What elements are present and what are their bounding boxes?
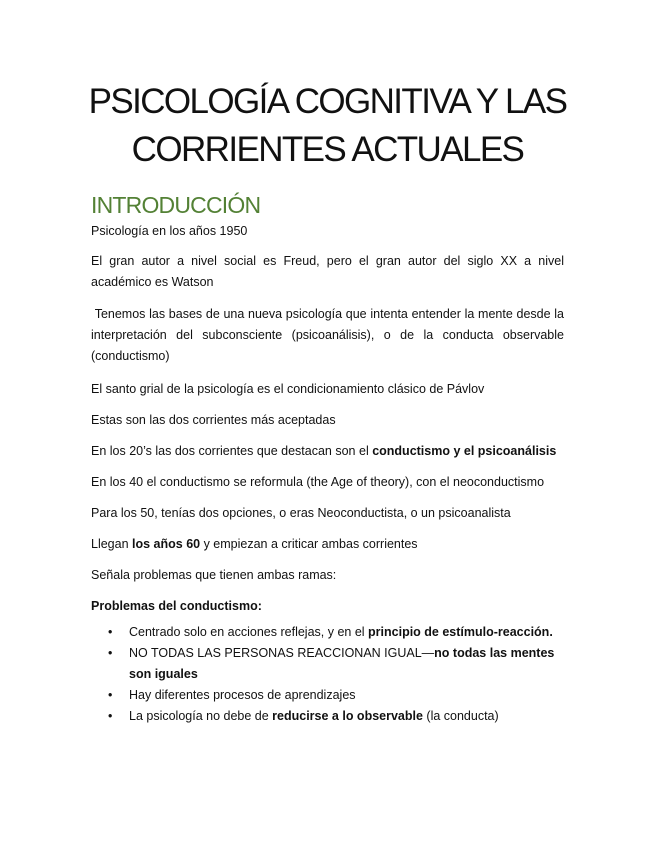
page-title — [20, 78, 635, 174]
subheading-text: Problemas del conductismo: — [91, 599, 262, 613]
list-item — [91, 685, 571, 706]
paragraph-bases: Tenemos las bases de una nueva psicología que intenta entender la mente desde la interpretación del subconsciente (psicoanálisis), o de la conducta observable (conductismo) — [91, 307, 568, 363]
paragraph-problemas: Señala problemas que tienen ambas ramas: — [91, 568, 337, 582]
list-item-post: (la conducta) — [422, 709, 499, 723]
paragraph-anos-60-bold: los años 60 — [132, 537, 201, 551]
paragraph-freud-watson: El gran autor a nivel social es Freud, pero el gran autor del siglo XX a nivel académico es Watson — [91, 254, 564, 289]
list-item — [91, 622, 571, 643]
paragraph-anos-60 — [91, 534, 564, 555]
list-item-bold: reducirse a lo observable — [272, 709, 423, 723]
paragraph-anos-20-bold: conductismo y el psicoanálisis — [372, 444, 557, 458]
bullet-icon: • — [108, 646, 113, 660]
paragraph-1950: Psicología en los años 1950 — [91, 224, 248, 238]
list-item-text: Hay diferentes procesos de aprendizajes — [129, 688, 356, 702]
paragraph-anos-40: En los 40 el conductismo se reformula (the Age of theory), con el neoconductismo — [91, 475, 545, 489]
paragraph-corrientes: Estas son las dos corrientes más aceptadas — [91, 413, 336, 427]
bullet-icon: • — [108, 625, 113, 639]
list-item-bold: no todas las mentes son iguales — [129, 646, 555, 681]
list-item — [91, 643, 571, 685]
paragraph-anos-60-pre: Llegan — [91, 537, 133, 551]
title-line-1: PSICOLOGÍA COGNITIVA Y LAS — [88, 82, 567, 121]
section-heading: INTRODUCCIÓN — [91, 192, 261, 218]
paragraph-anos-60-post: y empiezan a criticar ambas corrientes — [200, 537, 418, 551]
paragraph-anos-20 — [91, 441, 564, 462]
paragraph-anos-50: Para los 50, tenías dos opciones, o eras Neoconductista, o un psicoanalista — [91, 506, 511, 520]
bullet-list — [91, 622, 571, 727]
list-item-bold: principio de estímulo-reacción. — [368, 625, 553, 639]
bullet-icon: • — [108, 688, 113, 702]
list-item-text: Centrado solo en acciones reflejas, y en el — [129, 625, 369, 639]
bullet-icon: • — [108, 709, 113, 723]
list-item-text: La psicología no debe de — [129, 709, 273, 723]
list-item-text: NO TODAS LAS PERSONAS REACCIONAN IGUAL— — [129, 646, 435, 660]
list-item — [91, 706, 571, 727]
paragraph-pavlov: El santo grial de la psicología es el condicionamiento clásico de Pávlov — [91, 382, 485, 396]
subheading-problemas-conductismo — [91, 596, 564, 617]
paragraph-anos-20-text: En los 20’s las dos corrientes que destacan son el — [91, 444, 373, 458]
title-line-2: CORRIENTES ACTUALES — [131, 130, 524, 169]
